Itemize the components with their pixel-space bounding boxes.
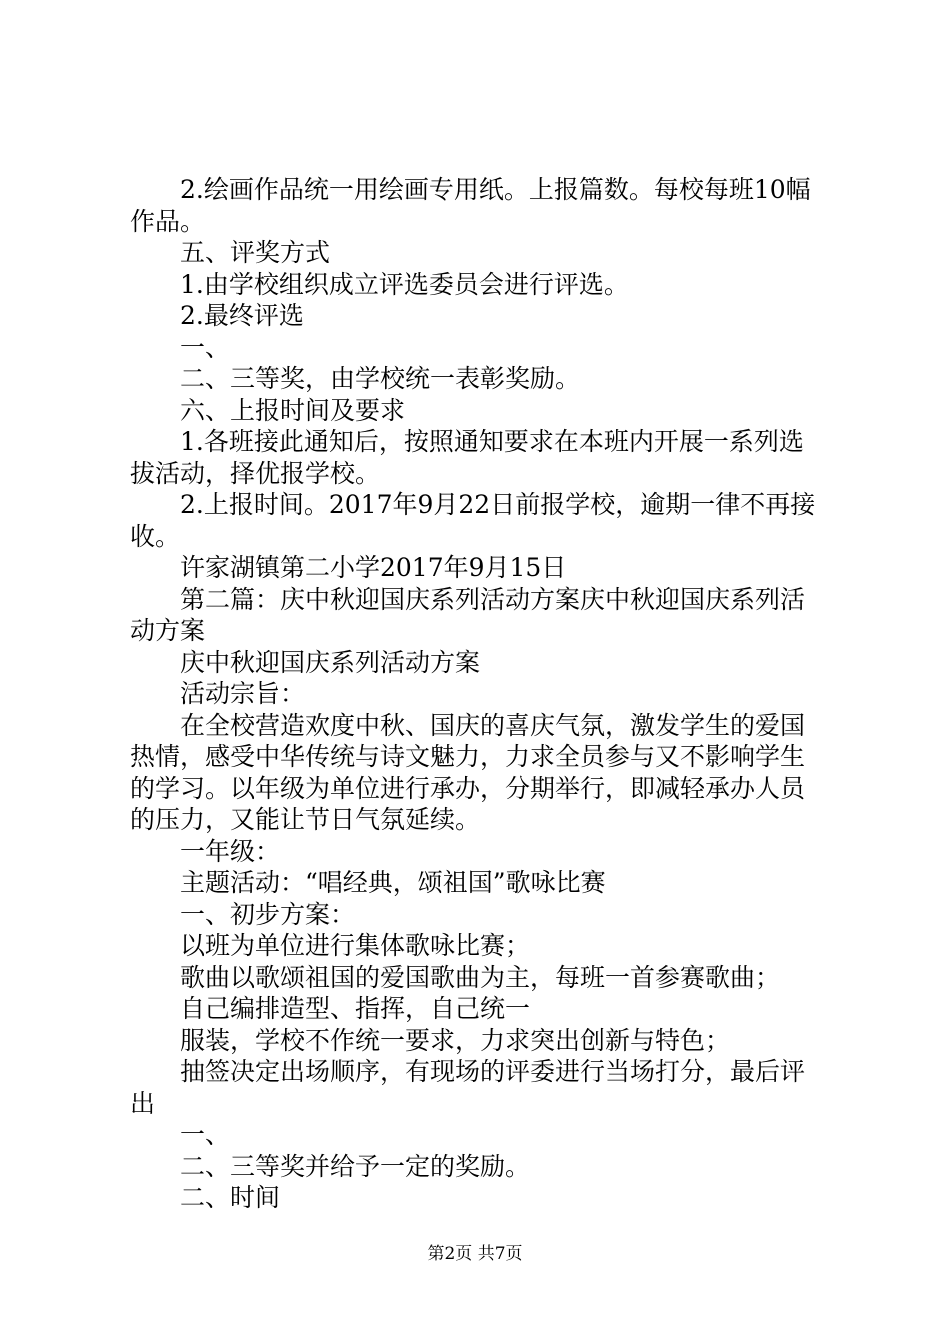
text-line: 五、评奖方式 bbox=[180, 238, 331, 267]
text-line: 二、三等奖并给予一定的奖励。 bbox=[180, 1151, 531, 1181]
text-line: 的学习。以年级为单位进行承办，分期举行，即减轻承办人员 bbox=[130, 773, 806, 803]
text-line: 作品。 bbox=[130, 206, 206, 236]
text-line: 自己编排造型、指挥，自己统一 bbox=[180, 994, 531, 1023]
text-line: 2.绘画作品统一用绘画专用纸。上报篇数。每校每班10幅 bbox=[180, 175, 811, 204]
text-line: 一、 bbox=[180, 1120, 231, 1149]
text-line: 主题活动：“唱经典，颂祖国”歌咏比赛 bbox=[180, 868, 606, 897]
document-body bbox=[130, 174, 835, 1214]
text-line: 2.最终评选 bbox=[180, 301, 304, 330]
text-line: 活动宗旨： bbox=[180, 679, 306, 708]
text-line: 一年级： bbox=[180, 836, 281, 866]
text-line: 第二篇：庆中秋迎国庆系列活动方案庆中秋迎国庆系列活 bbox=[180, 584, 806, 614]
text-line: 许家湖镇第二小学2017年9月15日 bbox=[180, 553, 567, 582]
text-line: 一、 bbox=[180, 332, 231, 362]
text-line: 庆中秋迎国庆系列活动方案 bbox=[180, 647, 481, 677]
text-line: 热情，感受中华传统与诗文魅力，力求全员参与又不影响学生 bbox=[130, 742, 806, 771]
text-line: 二、三等奖，由学校统一表彰奖励。 bbox=[180, 364, 581, 393]
text-line: 二、时间 bbox=[180, 1183, 281, 1212]
text-line: 一、初步方案： bbox=[180, 899, 356, 929]
text-line: 服装，学校不作统一要求，力求突出创新与特色； bbox=[180, 1025, 731, 1055]
text-line: 动方案 bbox=[130, 616, 206, 645]
text-line: 2.上报时间。2017年9月22日前报学校，逾期一律不再接 bbox=[180, 490, 816, 519]
text-line: 的压力，又能让节日气氛延续。 bbox=[130, 805, 481, 834]
text-line: 六、上报时间及要求 bbox=[180, 395, 406, 425]
text-line: 1.各班接此通知后，按照通知要求在本班内开展一系列选 bbox=[180, 427, 804, 456]
text-line: 1.由学校组织成立评选委员会进行评选。 bbox=[180, 269, 629, 299]
text-line: 歌曲以歌颂祖国的爱国歌曲为主，每班一首参赛歌曲； bbox=[180, 962, 781, 992]
page-number-footer: 第2页 共7页 bbox=[427, 1244, 523, 1264]
text-line: 在全校营造欢度中秋、国庆的喜庆气氛，激发学生的爱国 bbox=[180, 710, 806, 740]
text-line: 拔活动，择优报学校。 bbox=[130, 458, 381, 488]
text-line: 收。 bbox=[130, 521, 181, 551]
text-line: 以班为单位进行集体歌咏比赛； bbox=[180, 931, 531, 960]
text-line: 抽签决定出场顺序，有现场的评委进行当场打分，最后评 bbox=[180, 1057, 806, 1086]
text-line: 出 bbox=[130, 1088, 156, 1118]
